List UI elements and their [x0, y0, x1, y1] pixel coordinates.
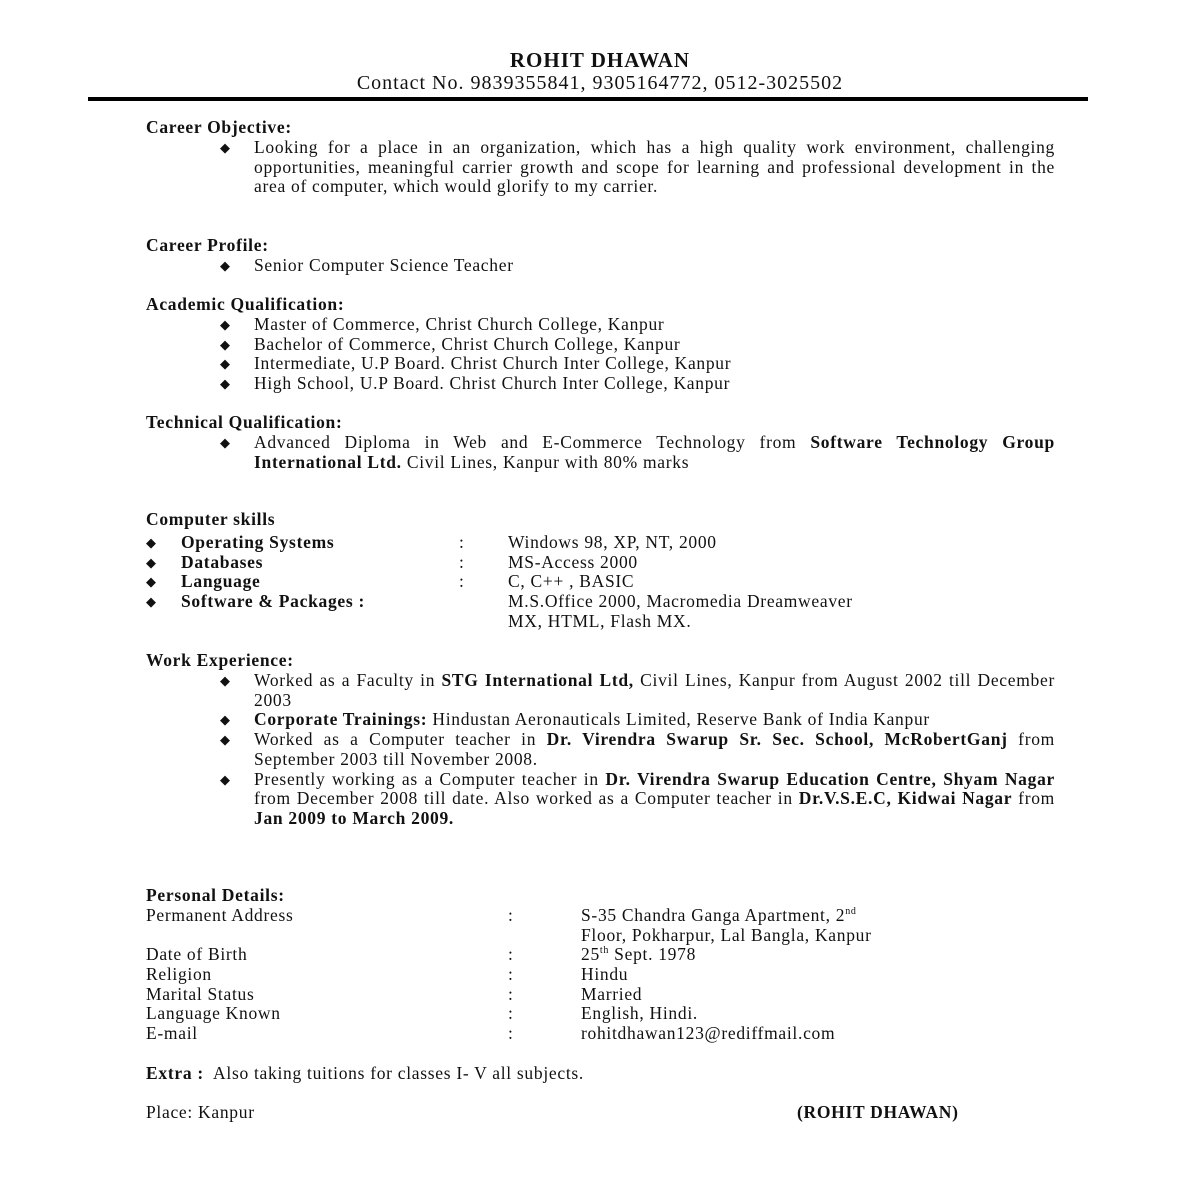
work-text: Worked as a Faculty in	[254, 670, 442, 690]
work-text: Presently working as a Computer teacher in	[254, 768, 606, 789]
language-row	[146, 1004, 1046, 1024]
career-profile-item: ◆ Senior Computer Science Teacher	[220, 256, 1055, 276]
work-employer: STG International Ltd,	[441, 670, 634, 690]
diamond-bullet-icon: ◆	[146, 594, 157, 610]
career-profile-title: Career Profile:	[146, 235, 269, 255]
skill-value: MS-Access 2000	[508, 551, 638, 572]
work-text: Hindustan Aeronauticals Limited, Reserve Bank of India Kanpur	[427, 709, 930, 730]
extra-text: Also taking tuitions for classes I- V all subjects.	[203, 1063, 584, 1083]
detail-colon: :	[508, 983, 514, 1004]
work-text: from	[1012, 788, 1055, 809]
detail-colon: :	[508, 1003, 514, 1024]
technical-list	[220, 433, 1055, 472]
work-employer: Dr. Virendra Swarup Sr. Sec. School, McRobertGanj	[546, 729, 1008, 750]
academic-item: ◆ Master of Commerce, Christ Church College, Kanpur	[220, 315, 1055, 335]
skill-row	[146, 592, 1026, 612]
skill-value: C, C++ , BASIC	[508, 571, 635, 592]
academic-title: Academic Qualification:	[146, 294, 345, 314]
academic-item: ◆ Intermediate, U.P Board. Christ Church Inter College, Kanpur	[220, 354, 1055, 374]
skill-label: Operating Systems	[181, 532, 335, 552]
extra-label: Extra :	[146, 1063, 204, 1083]
marital-label: Marital Status	[146, 983, 255, 1004]
technical-text-pre: Advanced Diploma in Web and E-Commerce Technology from	[254, 432, 811, 452]
work-heading: Corporate Trainings:	[254, 709, 428, 730]
skill-row	[146, 572, 1026, 592]
computer-skills-title: Computer skills	[146, 509, 276, 529]
skill-label: Software & Packages :	[181, 591, 365, 612]
technical-text-post: Civil Lines, Kanpur with 80% marks	[401, 451, 690, 472]
detail-colon: :	[508, 1023, 514, 1044]
skill-value: MX, HTML, Flash MX.	[508, 610, 692, 631]
address-value	[581, 906, 1031, 926]
work-text: Worked as a Computer teacher in	[254, 729, 547, 750]
religion-value: Hindu	[581, 964, 629, 985]
skill-value: M.S.Office 2000, Macromedia Dreamweaver	[508, 591, 853, 612]
address-label: Permanent Address	[146, 905, 294, 925]
work-item	[220, 730, 1055, 769]
detail-colon: :	[508, 905, 514, 925]
dob-ordinal: th	[599, 945, 610, 957]
candidate-name: ROHIT DHAWAN	[509, 48, 691, 72]
address-ordinal: nd	[845, 906, 857, 918]
place: Place: Kanpur	[146, 1102, 255, 1122]
academic-item: ◆ Bachelor of Commerce, Christ Church College, Kanpur	[220, 335, 1055, 355]
skill-row	[146, 553, 1026, 573]
skill-colon: :	[459, 532, 465, 552]
work-text: Civil Lines, Kanpur from August 2002 till December 2003	[254, 670, 1055, 710]
header-divider	[88, 97, 1088, 101]
religion-label: Religion	[146, 964, 212, 985]
technical-item	[220, 433, 1055, 472]
address-row-continued	[146, 926, 1046, 946]
religion-row	[146, 965, 1046, 985]
skill-label: Databases	[181, 551, 264, 572]
dob-month-year: Sept. 1978	[609, 944, 697, 965]
skill-colon: :	[459, 551, 465, 572]
skill-row	[146, 533, 1026, 553]
marital-value: Married	[581, 983, 643, 1004]
email-row	[146, 1024, 1046, 1044]
work-item	[220, 710, 1055, 730]
contact-numbers: Contact No. 9839355841, 9305164772, 0512-3025502	[356, 72, 844, 94]
career-objective-item	[220, 138, 1055, 197]
skill-colon: :	[459, 571, 465, 592]
marital-row	[146, 985, 1046, 1005]
skill-value: Windows 98, XP, NT, 2000	[508, 532, 717, 552]
email-label: E-mail	[146, 1023, 198, 1044]
work-experience-title: Work Experience:	[146, 650, 294, 670]
technical-institute: Software Technology Group International Ltd.	[254, 432, 1055, 472]
detail-colon: :	[508, 944, 514, 965]
career-objective-title: Career Objective:	[146, 117, 292, 137]
academic-item: ◆ High School, U.P Board. Christ Church Inter College, Kanpur	[220, 374, 1055, 394]
language-value: English, Hindi.	[581, 1003, 698, 1024]
work-employer: Dr. Virendra Swarup Education Centre, Shyam Nagar	[605, 768, 1055, 789]
computer-skills-table	[146, 533, 1026, 631]
personal-details-title: Personal Details:	[146, 885, 285, 905]
dob-value	[581, 945, 1031, 965]
diamond-bullet-icon: ◆	[146, 554, 157, 570]
work-text: from December 2008 till date. Also worked as a Computer teacher in	[254, 788, 799, 809]
address-line1: S-35 Chandra Ganga Apartment, 2	[581, 905, 846, 925]
email-value: rohitdhawan123@rediffmail.com	[581, 1023, 836, 1044]
skill-label: Language	[181, 571, 261, 592]
dob-row	[146, 945, 1046, 965]
work-experience-list	[220, 671, 1055, 829]
work-text: from September 2003 till November 2008.	[254, 729, 1055, 769]
career-profile-list	[220, 256, 1055, 276]
work-period: Jan 2009 to March 2009.	[254, 807, 455, 828]
diamond-bullet-icon: ◆	[146, 535, 157, 550]
dob-label: Date of Birth	[146, 944, 248, 965]
work-employer: Dr.V.S.E.C, Kidwai Nagar	[798, 788, 1013, 809]
personal-details-table	[146, 906, 1046, 1044]
career-objective-list	[220, 138, 1055, 197]
work-item	[220, 770, 1055, 829]
signature-name: (ROHIT DHAWAN)	[797, 1102, 959, 1122]
diamond-bullet-icon: ◆	[146, 574, 157, 590]
work-item	[220, 671, 1055, 710]
extra-line	[146, 1064, 584, 1084]
career-objective-text: Looking for a place in an organization, which has a high quality work environment, challenging opportunities, meaningful carrier growth and scope for learning and professional development in the area of computer, which would glorify to my carrier.	[254, 137, 1055, 197]
address-line2: Floor, Pokharpur, Lal Bangla, Kanpur	[581, 924, 872, 945]
dob-day: 25	[581, 944, 600, 965]
address-row	[146, 906, 1046, 926]
detail-colon: :	[508, 964, 514, 985]
academic-list	[220, 315, 1055, 394]
skill-row-continued	[146, 612, 1026, 632]
language-label: Language Known	[146, 1003, 281, 1024]
technical-title: Technical Qualification:	[146, 412, 343, 432]
